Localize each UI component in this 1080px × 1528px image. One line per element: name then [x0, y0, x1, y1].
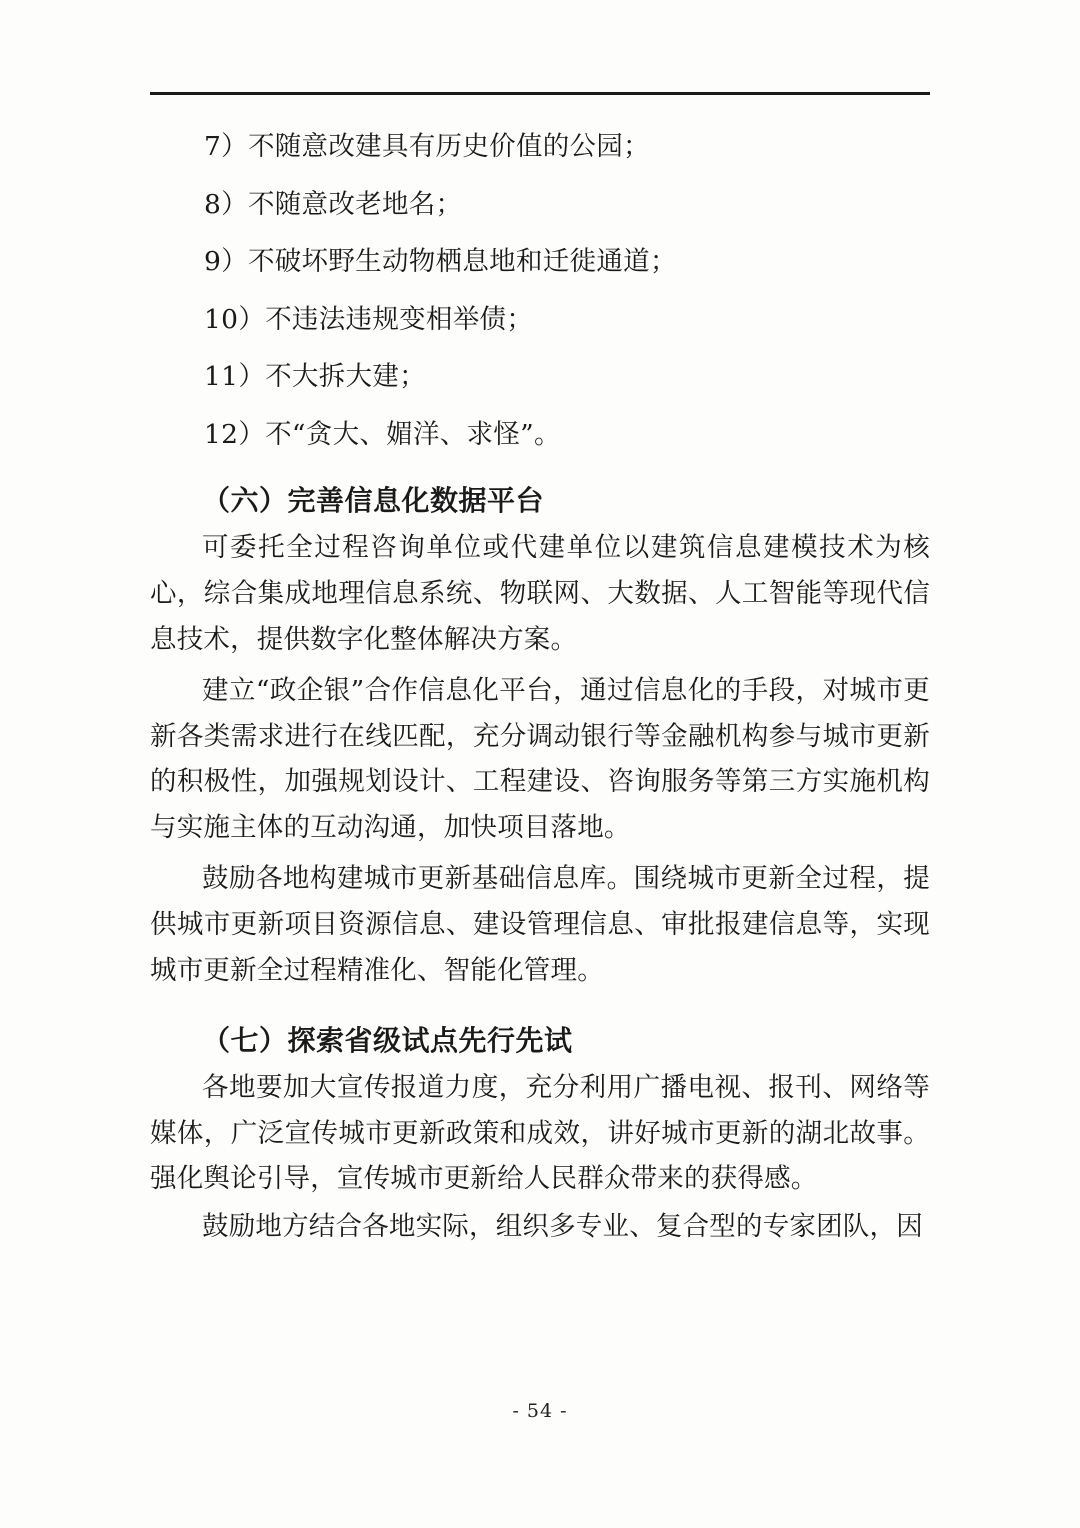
page-body [150, 92, 930, 1255]
list-item: 11）不大拆大建； [204, 361, 426, 393]
header-rule [150, 92, 930, 95]
paragraph: 可委托全过程咨询单位或代建单位以建筑信息建模技术为核心，综合集成地理信息系统、物联网、大数据、人工智能等现代信息技术，提供数字化整体解决方案。 [150, 532, 930, 655]
list-item: 9）不破坏野生动物栖息地和迁徙通道； [204, 246, 677, 278]
paragraph: 各地要加大宣传报道力度，充分利用广播电视、报刊、网络等媒体，广泛宣传城市更新政策和成效，讲好城市更新的湖北故事。强化舆论引导，宣传城市更新给人民群众带来的获得感。 [150, 1072, 930, 1195]
paragraph: 鼓励地方结合各地实际，组织多专业、复合型的专家团队，因 [202, 1210, 923, 1242]
list-item: 8）不随意改老地名； [204, 188, 463, 220]
section-heading: （六）完善信息化数据平台 [202, 484, 545, 518]
paragraph: 建立“政企银”合作信息化平台，通过信息化的手段，对城市更新各类需求进行在线匹配，充分调动银行等金融机构参与城市更新的积极性，加强规划设计、工程建设、咨询服务等第三方实施机构与实施主体的互动沟通，加快项目落地。 [150, 675, 930, 843]
paragraph: 鼓励各地构建城市更新基础信息库。围绕城市更新全过程，提供城市更新项目资源信息、建设管理信息、审批报建信息等，实现城市更新全过程精准化、智能化管理。 [150, 863, 930, 986]
page-number: - 54 - [512, 1400, 568, 1422]
list-item: 10）不违法违规变相举债； [204, 303, 534, 335]
list-item: 12）不“贪大、媚洋、求怪”。 [204, 418, 561, 450]
list-item: 7）不随意改建具有历史价值的公园； [204, 131, 650, 162]
section-heading: （七）探索省级试点先行先试 [202, 1024, 573, 1058]
